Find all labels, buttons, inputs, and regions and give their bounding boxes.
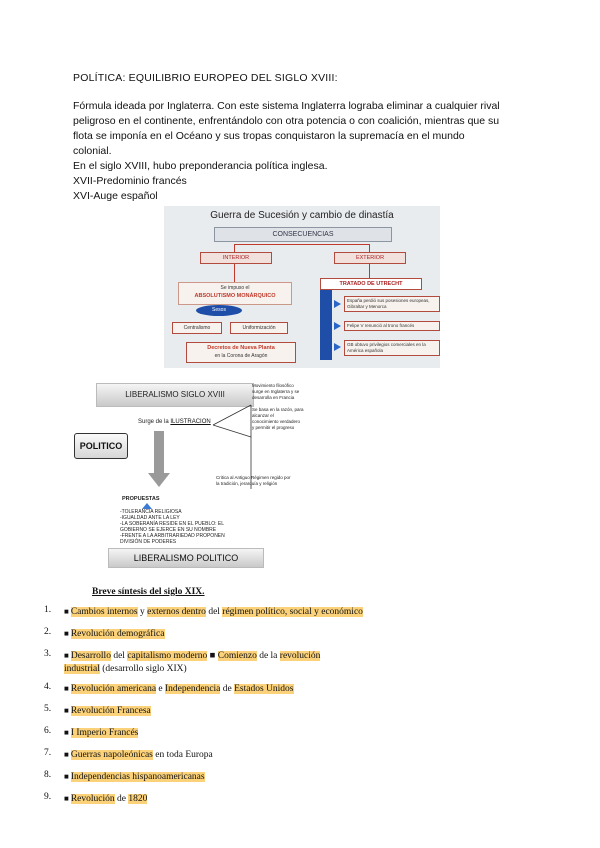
utrecht-bar	[320, 290, 332, 360]
highlighted-text: Independencias hispanoamericanas	[70, 772, 205, 782]
connector-line	[234, 244, 235, 252]
absolutism-line1: Se impuso el	[220, 285, 250, 291]
list-number: 9.	[44, 792, 52, 802]
diagram-title: Guerra de Sucesión y cambio de dinastía	[210, 210, 394, 221]
highlighted-text: régimen político, social y económico	[222, 607, 363, 617]
surge-prefix: Surge de la	[138, 419, 171, 425]
list-text	[64, 605, 464, 619]
plain-text: del	[205, 607, 223, 617]
politico-box: POLITICO	[74, 433, 128, 459]
exterior-box: EXTERIOR	[334, 252, 406, 264]
paragraph-line: XVI-Auge español	[73, 190, 158, 202]
text-line: alcanzar el	[252, 413, 274, 418]
square-bullet-icon: ■	[64, 728, 71, 737]
list-text	[64, 704, 464, 718]
absolutism-line2: ABSOLUTISMO MONÁRQUICO	[194, 293, 276, 299]
arrow-right-icon	[334, 322, 341, 330]
connector-line	[213, 425, 251, 437]
proposal-item: -TOLERANCIA RELIGIOSA	[120, 509, 182, 515]
square-bullet-icon: ■	[64, 794, 71, 803]
paragraph-line: En el siglo XVIII, hubo preponderancia política inglesa.	[73, 160, 328, 172]
list-text	[64, 627, 464, 641]
list-text	[64, 748, 464, 762]
intro-paragraph	[73, 99, 533, 204]
treaty-outcome-box: GB obtuvo privilegios comerciales en la América española	[344, 340, 440, 356]
plain-text: de	[220, 684, 235, 694]
plain-text: del	[110, 651, 128, 661]
square-bullet-icon: ■	[64, 607, 71, 616]
square-bullet-icon: ■	[64, 772, 71, 781]
highlighted-text: Revolución Francesa	[70, 706, 151, 716]
criticism-text	[216, 475, 291, 487]
list-number: 2.	[44, 627, 52, 637]
plain-text: ■	[207, 651, 218, 661]
succession-war-diagram	[164, 206, 440, 368]
text-line: conocimiento verdadero	[252, 419, 301, 424]
list-text	[64, 770, 464, 784]
highlighted-text: revolución	[279, 651, 321, 661]
plain-text: y	[137, 607, 148, 617]
centralism-box: Centralismo	[172, 322, 222, 334]
highlighted-text: Desarrollo	[70, 651, 111, 661]
connector-line	[234, 244, 370, 245]
utrecht-box: TRATADO DE UTRECHT	[320, 278, 422, 290]
square-bullet-icon: ■	[64, 750, 71, 759]
list-number: 6.	[44, 726, 52, 736]
proposal-item: -FRENTE A LA ARBITRARIEDAD PROPONEN	[120, 533, 225, 539]
decrees-line2: en la Corona de Aragón	[214, 353, 268, 359]
text-line: surge en Inglaterra y se	[252, 389, 300, 394]
list-text	[64, 649, 464, 676]
square-bullet-icon: ■	[64, 684, 71, 693]
highlighted-text: externos dentro	[147, 607, 206, 617]
down-arrow-shaft	[154, 431, 164, 475]
highlighted-text: 1820	[128, 794, 148, 804]
consequences-box: CONSECUENCIAS	[214, 227, 392, 242]
text-line: desarrolla en Francia	[252, 395, 295, 400]
highlighted-text: Revolución demográfica	[70, 629, 165, 639]
list-text	[64, 792, 464, 806]
paragraph-line: colonial.	[73, 145, 112, 157]
highlighted-text: industrial	[64, 664, 100, 674]
list-text	[64, 726, 464, 740]
movement-text	[252, 383, 299, 401]
liberalism-header: LIBERALISMO SIGLO XVIII	[96, 383, 254, 407]
list-number: 4.	[44, 682, 52, 692]
plain-text: en toda Europa	[152, 750, 213, 760]
list-text	[64, 682, 464, 696]
highlighted-text: Revolución americana	[70, 684, 157, 694]
proposal-item: -LA SOBERANÍA RESIDE EN EL PUEBLO: EL	[120, 521, 225, 527]
paragraph-line: XVII-Predominio francés	[73, 175, 187, 187]
text-line: Movimiento filosófico	[252, 383, 294, 388]
surge-text	[138, 419, 211, 425]
liberalism-footer: LIBERALISMO POLITICO	[108, 548, 264, 568]
paragraph-line: peligroso en el continente, enfrentándolo con otra potencia o con coalición, mientras que su	[73, 115, 500, 127]
paragraph-line: Fórmula ideada por Inglaterra. Con este sistema Inglaterra lograba eliminar a cualquier rival	[73, 100, 500, 112]
treaty-outcome-box: Felipe V renunció al trono francés	[344, 321, 440, 331]
liberalism-diagram	[66, 383, 326, 573]
highlighted-text: I Imperio Francés	[70, 728, 139, 738]
ilustracion-link: ILUSTRACION	[170, 419, 211, 425]
connector-line	[369, 264, 370, 278]
highlighted-text: Estados Unidos	[234, 684, 294, 694]
decrees-line1: Decretos de Nueva Planta	[207, 345, 275, 351]
decrees-box	[186, 342, 296, 363]
interior-box: INTERIOR	[200, 252, 272, 264]
plain-text: de la	[256, 651, 280, 661]
highlighted-text: Revolución	[70, 794, 115, 804]
highlighted-text: Guerras napoleónicas	[70, 750, 153, 760]
arrow-right-icon	[334, 343, 341, 351]
plain-text: (desarrollo siglo XIX)	[99, 664, 187, 674]
connector-line	[213, 405, 251, 425]
treaty-outcome-box: España perdió sus posesiones europeas, Gibraltar y Menorca	[344, 296, 440, 312]
highlighted-text: Cambios internos	[70, 607, 138, 617]
sesos-ellipse: Sesos	[196, 305, 242, 316]
page-title: POLÍTICA: EQUILIBRIO EUROPEO DEL SIGLO XVIII:	[73, 72, 338, 84]
paragraph-line: flota se imponía en el Océano y sus tropas conquistaron la supremacía en el mundo	[73, 130, 465, 142]
plain-text: de	[114, 794, 129, 804]
text-line: Se basa en la razón, para	[252, 407, 304, 412]
reason-text	[252, 407, 304, 431]
highlighted-text: Independencia	[165, 684, 221, 694]
section-heading: Breve síntesis del siglo XIX.	[92, 587, 205, 597]
text-line: la tradición, jerarquía y religión	[216, 481, 278, 486]
proposal-item: -IGUALDAD ANTE LA LEY	[120, 515, 180, 521]
list-number: 8.	[44, 770, 52, 780]
proposals-list	[120, 509, 225, 545]
proposal-item: GOBIERNO SE EJERCE EN SU NOMBRE	[120, 527, 217, 533]
connector-line	[234, 264, 235, 282]
square-bullet-icon: ■	[64, 651, 71, 660]
list-number: 3.	[44, 649, 52, 659]
plain-text: e	[156, 684, 166, 694]
proposal-item: DIVISIÓN DE PODERES	[120, 539, 177, 545]
text-line: Critica al Antiguo Régimen regido por	[216, 475, 291, 480]
proposals-label: PROPUESTAS	[122, 496, 160, 502]
arrow-right-icon	[334, 300, 341, 308]
connector-line	[369, 244, 370, 252]
square-bullet-icon: ■	[64, 706, 71, 715]
list-number: 5.	[44, 704, 52, 714]
text-line: y permitir el progreso	[252, 425, 295, 430]
arrow-down-icon	[148, 473, 170, 487]
list-number: 1.	[44, 605, 52, 615]
square-bullet-icon: ■	[64, 629, 71, 638]
highlighted-text: capitalismo moderno	[127, 651, 208, 661]
highlighted-text: Comienzo	[217, 651, 257, 661]
uniformization-box: Uniformización	[230, 322, 288, 334]
list-number: 7.	[44, 748, 52, 758]
absolutism-box	[178, 282, 292, 305]
